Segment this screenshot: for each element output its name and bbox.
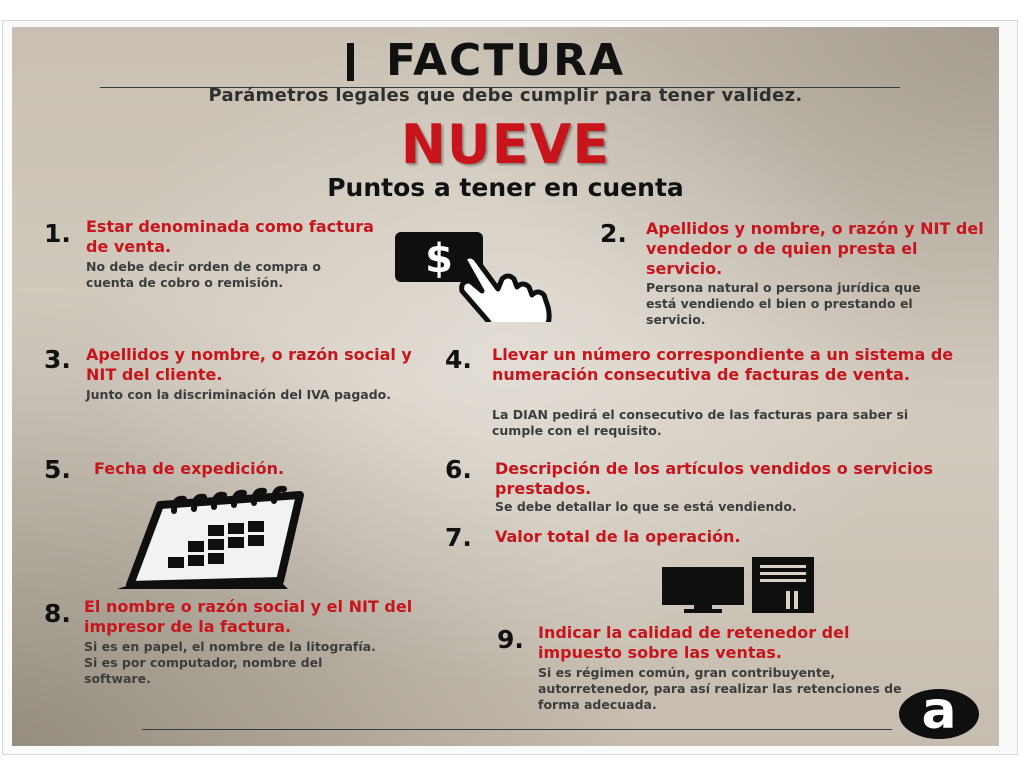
calendar-icon: [112, 485, 312, 595]
poster-subtitle: Parámetros legales que debe cumplir para tener validez.: [208, 85, 803, 106]
headline: NUEVE: [400, 113, 611, 176]
item-1-number: 1.: [44, 219, 71, 248]
poster-title: FACTURA: [385, 35, 626, 86]
item-3-number: 3.: [44, 345, 71, 374]
item-7-heading: Valor total de la operación.: [495, 527, 741, 546]
svg-text:$: $: [425, 236, 453, 282]
item-4-description: La DIAN pedirá el consecutivo de las facturas para saber si cumple con el requisito.: [492, 407, 909, 438]
item-4-number: 4.: [445, 345, 472, 374]
item-4-heading: Llevar un número correspondiente a un sistema de numeración consecutiva de facturas de venta.: [492, 345, 954, 384]
infographic-poster: [12, 27, 999, 746]
item-9-heading: Indicar la calidad de retenedor del impuesto sobre las ventas.: [538, 623, 850, 662]
item-3-heading: Apellidos y nombre, o razón social y NIT del cliente.: [86, 345, 412, 384]
brand-logo: a: [899, 689, 979, 739]
item-3-description: Junto con la discriminación del IVA pagado.: [86, 387, 392, 402]
item-1-description: No debe decir orden de compra o cuenta de cobro o remisión.: [86, 259, 321, 290]
item-6-number: 6.: [445, 455, 472, 484]
item-5-number: 5.: [44, 455, 71, 484]
item-1-heading: Estar denominada como factura de venta.: [86, 217, 374, 256]
computer-icon: [660, 555, 820, 615]
item-6-description: Se debe detallar lo que se está vendiendo.: [495, 499, 797, 514]
subheadline: Puntos a tener en cuenta: [327, 173, 684, 202]
item-2-number: 2.: [600, 219, 627, 248]
item-2-description: Persona natural o persona jurídica que está vendiendo el bien o prestando el servicio.: [646, 280, 921, 327]
item-8-description: Si es en papel, el nombre de la litografía. Si es por computador, nombre del software.: [84, 639, 376, 686]
item-7-number: 7.: [445, 523, 472, 552]
item-9-number: 9.: [497, 625, 524, 654]
dollar-hand-icon: [392, 227, 572, 322]
footer-rule: [142, 729, 892, 730]
item-6-heading: Descripción de los artículos vendidos o servicios prestados.: [495, 459, 933, 498]
item-5-heading: Fecha de expedición.: [94, 459, 285, 478]
item-9-description: Si es régimen común, gran contribuyente, autorretenedor, para así realizar las retenciones de forma adecuada.: [538, 665, 902, 712]
item-2-heading: Apellidos y nombre, o razón y NIT del vendedor o de quien presta el servicio.: [646, 219, 984, 278]
item-8-heading: El nombre o razón social y el NIT del impresor de la factura.: [84, 597, 413, 636]
item-8-number: 8.: [44, 599, 71, 628]
